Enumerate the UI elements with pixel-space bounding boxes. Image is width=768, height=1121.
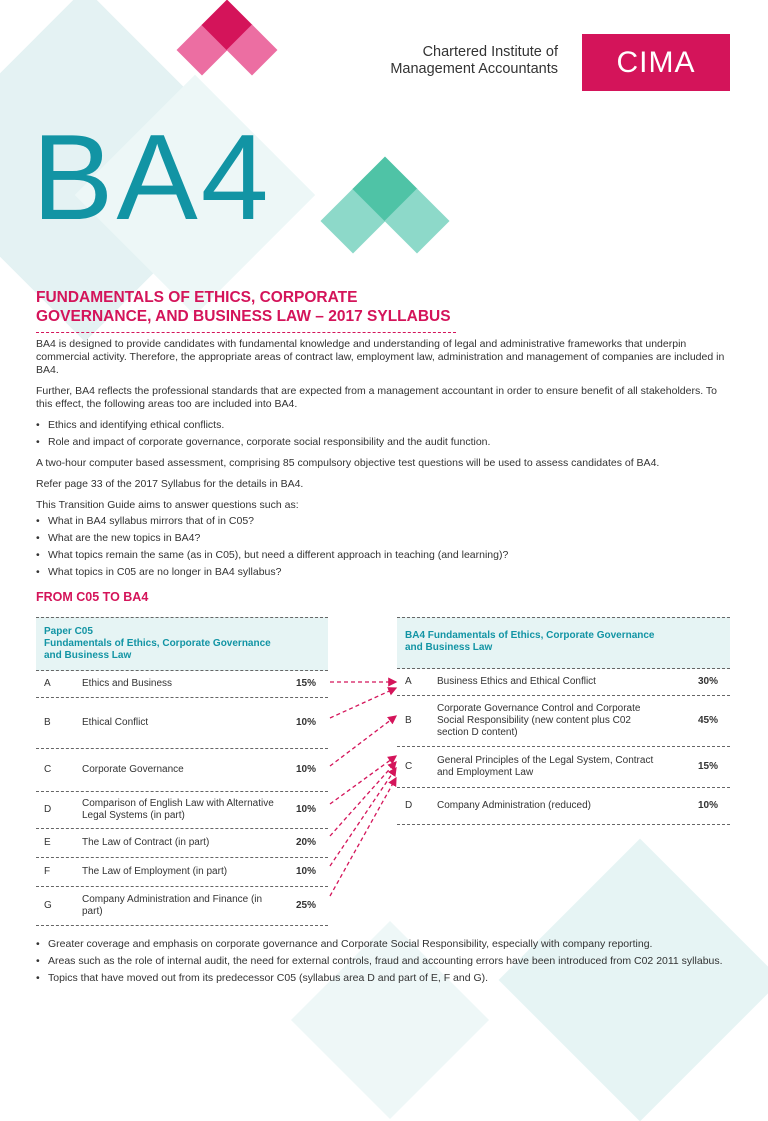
table-row: [36, 749, 328, 792]
organisation-name: [390, 44, 558, 78]
row-name: Comparison of English Law with Alternative Legal Systems (in part): [82, 798, 274, 821]
row-percent: 15%: [697, 761, 718, 772]
table-row: [397, 669, 730, 696]
intro-paragraph-3: A two-hour computer based assessment, comprising 85 compulsory objective test questions will be used to assess candidates of BA4.: [36, 457, 660, 469]
row-percent: 25%: [295, 900, 316, 911]
table-row: [36, 887, 328, 926]
intro-paragraph-4: Refer page 33 of the 2017 Syllabus for the details in BA4.: [36, 478, 304, 490]
row-name: General Principles of the Legal System, Contract and Employment Law: [437, 755, 654, 778]
row-percent: 10%: [295, 717, 316, 728]
ba4-header-line-2: and Business Law: [405, 642, 493, 653]
row-name: The Law of Employment (in part): [82, 866, 228, 877]
questions-list: [36, 515, 736, 579]
list-item: • What are the new topics in BA4?: [36, 532, 736, 545]
ba4-header-line-1: BA4 Fundamentals of Ethics, Corporate Governance: [405, 630, 655, 641]
arrow-e-to-c: [330, 762, 396, 836]
table-row: [36, 792, 328, 829]
row-name: Business Ethics and Ethical Conflict: [437, 676, 596, 687]
row-percent: 10%: [295, 866, 316, 877]
row-letter: A: [405, 676, 412, 687]
row-name: Ethics and Business: [82, 678, 173, 689]
subtitle: [36, 288, 456, 333]
areas-list: [36, 419, 736, 449]
table-row: [36, 671, 328, 698]
row-letter: B: [405, 715, 412, 726]
summary-notes: [36, 938, 736, 989]
row-percent: 10%: [295, 804, 316, 815]
c05-header-line-3: and Business Law: [44, 650, 132, 661]
mapping-arrows: [320, 660, 410, 920]
page-title: BA4: [32, 109, 272, 245]
arrow-b-to-a: [330, 688, 396, 718]
list-item: • Role and impact of corporate governance, corporate social responsibility and the audit function.: [36, 436, 736, 449]
subtitle-line-2: GOVERNANCE, AND BUSINESS LAW – 2017 SYLLABUS: [36, 308, 451, 325]
row-letter: C: [44, 764, 52, 775]
row-letter: D: [405, 800, 413, 811]
section-heading: FROM C05 TO BA4: [36, 590, 149, 604]
row-name: Company Administration (reduced): [437, 800, 591, 811]
row-name: Ethical Conflict: [82, 717, 149, 728]
subtitle-line-1: FUNDAMENTALS OF ETHICS, CORPORATE: [36, 289, 358, 306]
row-percent: 15%: [295, 678, 316, 689]
list-item: • Topics that have moved out from its predecessor C05 (syllabus area D and part of E, F and G).: [36, 972, 736, 985]
row-name: Company Administration and Finance (in part): [82, 894, 263, 917]
list-item: • Greater coverage and emphasis on corporate governance and Corporate Social Responsibility, especially with company reporting.: [36, 938, 736, 951]
list-item: • Ethics and identifying ethical conflicts.: [36, 419, 736, 432]
ba4-table: [397, 617, 730, 825]
row-percent: 10%: [697, 800, 718, 811]
row-letter: G: [44, 900, 52, 911]
row-letter: C: [405, 761, 413, 772]
c05-header-line-1: Paper C05: [44, 626, 93, 637]
row-name: Corporate Governance Control and Corporate Social Responsibility (new content plus C02 section D content): [437, 703, 641, 738]
list-item: • Areas such as the role of internal audit, the need for external controls, fraud and accounting errors have been introduced from C02 2011 syllabus.: [36, 955, 736, 968]
list-item: • What topics remain the same (as in C05), but need a different approach in teaching (and learning)?: [36, 549, 736, 562]
list-item: • What topics in C05 are no longer in BA4 syllabus?: [36, 566, 736, 579]
table-row: [36, 829, 328, 858]
c05-table-header: [36, 617, 328, 671]
row-name: The Law of Contract (in part): [82, 837, 210, 848]
arrow-f-to-c: [330, 768, 396, 866]
row-percent: 20%: [295, 837, 316, 848]
table-row: [397, 696, 730, 747]
row-letter: A: [44, 678, 51, 689]
table-row: [36, 698, 328, 749]
intro-paragraph-1: BA4 is designed to provide candidates with fundamental knowledge and understanding of legal and administrative frameworks that underpin commercial activity. Therefore, the appropriate areas of contract law, employment law, administration and management of companies are included in BA4.: [36, 338, 725, 376]
summary-list: [36, 938, 736, 985]
ba4-table-header: [397, 617, 730, 669]
table-row: [397, 788, 730, 825]
intro-text: [36, 338, 736, 587]
org-line-1: Chartered Institute of: [422, 44, 558, 60]
row-letter: E: [44, 837, 51, 848]
arrow-c-to-b: [330, 716, 396, 766]
row-letter: F: [44, 866, 51, 877]
row-letter: D: [44, 804, 52, 815]
arrow-g-to-d: [330, 778, 396, 896]
intro-paragraph-5: This Transition Guide aims to answer questions such as:: [36, 499, 299, 511]
row-percent: 45%: [697, 715, 718, 726]
table-row: [397, 747, 730, 788]
c05-table: [36, 617, 328, 926]
row-percent: 30%: [697, 676, 718, 687]
org-line-2: Management Accountants: [390, 61, 558, 77]
table-row: [36, 858, 328, 887]
list-item: • What in BA4 syllabus mirrors that of in C05?: [36, 515, 736, 528]
row-name: Corporate Governance: [82, 764, 184, 775]
cima-logo: [582, 34, 730, 91]
intro-paragraph-2: Further, BA4 reflects the professional standards that are expected from a management accountant in order to ensure benefit of all stakeholders. To this effect, the following areas too are included into BA4.: [36, 385, 717, 410]
row-percent: 10%: [295, 764, 316, 775]
c05-header-line-2: Fundamentals of Ethics, Corporate Governance: [44, 638, 271, 649]
row-letter: B: [44, 717, 51, 728]
logo-text: CIMA: [616, 45, 696, 79]
